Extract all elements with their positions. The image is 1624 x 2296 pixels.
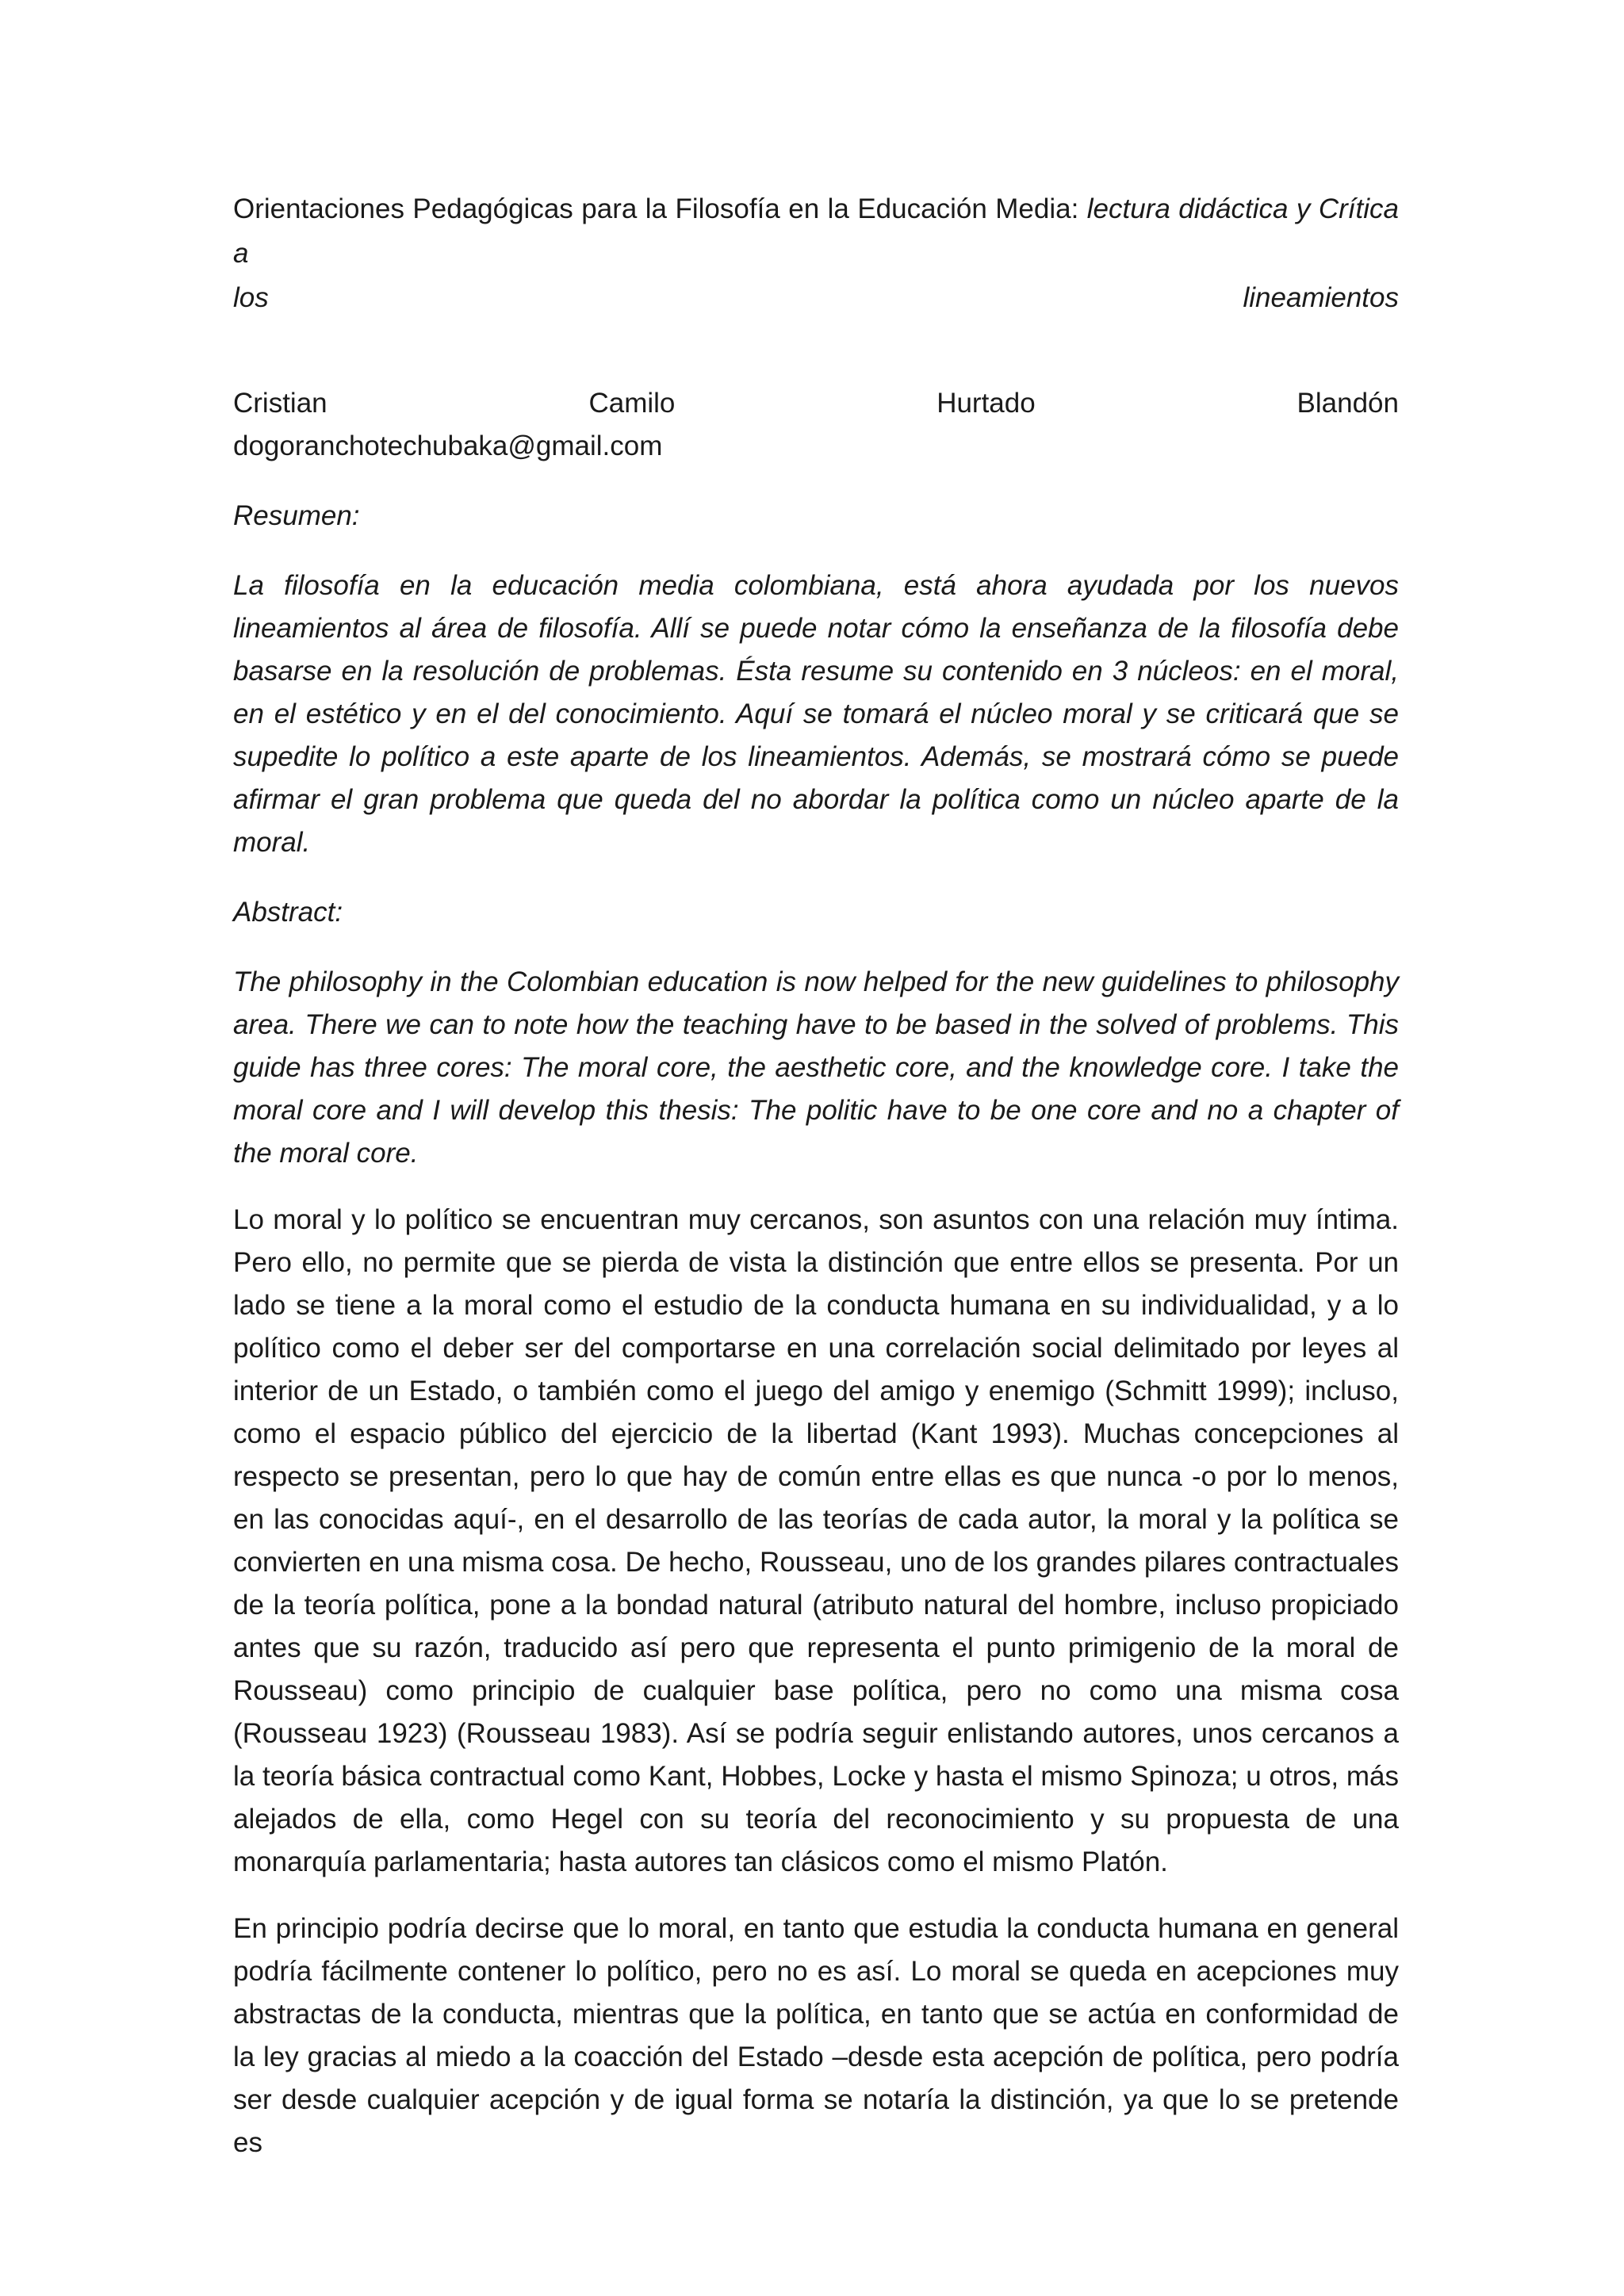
resumen-text: La filosofía en la educación media colombiana, está ahora ayudada por los nuevos lineamientos al área de filosofía. Allí se puede notar cómo la enseñanza de la filosofía debe basarse en la resolución de problemas. Ésta resume su contenido en 3 núcleos: en el moral, en el estético y en el del conocimiento. Aquí se tomará el núcleo moral y se criticará que se supedite lo político a este aparte de los lineamientos. Además, se mostrará cómo se puede afirmar el gran problema que queda del no abordar la política como un núcleo aparte de la moral. — [233, 570, 1399, 858]
title-main: Orientaciones Pedagógicas para la Filosofía en la Educación Media: — [233, 193, 1087, 224]
author-name — [233, 382, 1399, 425]
title-continuation — [233, 276, 1399, 320]
author-first-name: Cristian — [233, 388, 327, 419]
title-word-los: los — [233, 282, 269, 313]
title-word-lineamientos: lineamientos — [1243, 282, 1399, 313]
title-subtitle-italic: lectura didáctica y Crítica a — [233, 193, 1399, 269]
document-page — [233, 187, 1399, 2164]
author-surname-2: Blandón — [1297, 388, 1399, 419]
author-middle-name: Camilo — [588, 388, 676, 419]
abstract-heading: Abstract: — [233, 897, 343, 928]
abstract-text: The philosophy in the Colombian education is now helped for the new guidelines to philosophy area. There we can to note how the teaching have to be based in the solved of problems. This guide has three cores: The moral core, the aesthetic core, and the knowledge core. I take the moral core and I will develop this thesis: The politic have to be one core and no a chapter of the moral core. — [233, 966, 1399, 1169]
body-paragraph-2: En principio podría decirse que lo moral, en tanto que estudia la conducta humana en general podría fácilmente contener lo político, pero no es así. Lo moral se queda en acepciones muy abstractas de la conducta, mientras que la política, en tanto que se actúa en conformidad de la ley gracias al miedo a la coacción del Estado –desde esta acepción de política, pero podría ser desde cualquier acepción y de igual forma se notaría la distinción, ya que lo se pretende es — [233, 1913, 1399, 2158]
resumen-heading: Resumen: — [233, 500, 360, 531]
author-surname-1: Hurtado — [936, 388, 1036, 419]
author-email: dogoranchotechubaka@gmail.com — [233, 430, 663, 461]
body-paragraph-1: Lo moral y lo político se encuentran muy cercanos, son asuntos con una relación muy íntima. Pero ello, no permite que se pierda de vista la distinción que entre ellos se presenta. Por un lado se tiene a la moral como el estudio de la conducta humana en su individualidad, y a lo político como el deber ser del comportarse en una correlación social delimitado por leyes al interior de un Estado, o también como el juego del amigo y enemigo (Schmitt 1999); incluso, como el espacio público del ejercicio de la libertad (Kant 1993). Muchas concepciones al respecto se presentan, pero lo que hay de común entre ellas es que nunca -o por lo menos, en las conocidas aquí-, en el desarrollo de las teorías de cada autor, la moral y la política se convierten en una misma cosa. De hecho, Rousseau, uno de los grandes pilares contractuales de la teoría política, pone a la bondad natural (atributo natural del hombre, incluso propiciado antes que su razón, traducido así pero que representa el punto primigenio de la moral de Rousseau) como principio de cualquier base política, pero no como una misma cosa (Rousseau 1923) (Rousseau 1983). Así se podría seguir enlistando autores, unos cercanos a la teoría básica contractual como Kant, Hobbes, Locke y hasta el mismo Spinoza; u otros, más alejados de ella, como Hegel con su teoría del reconocimiento y su propuesta de una monarquía parlamentaria; hasta autores tan clásicos como el mismo Platón. — [233, 1204, 1399, 1877]
document-title — [233, 187, 1399, 276]
